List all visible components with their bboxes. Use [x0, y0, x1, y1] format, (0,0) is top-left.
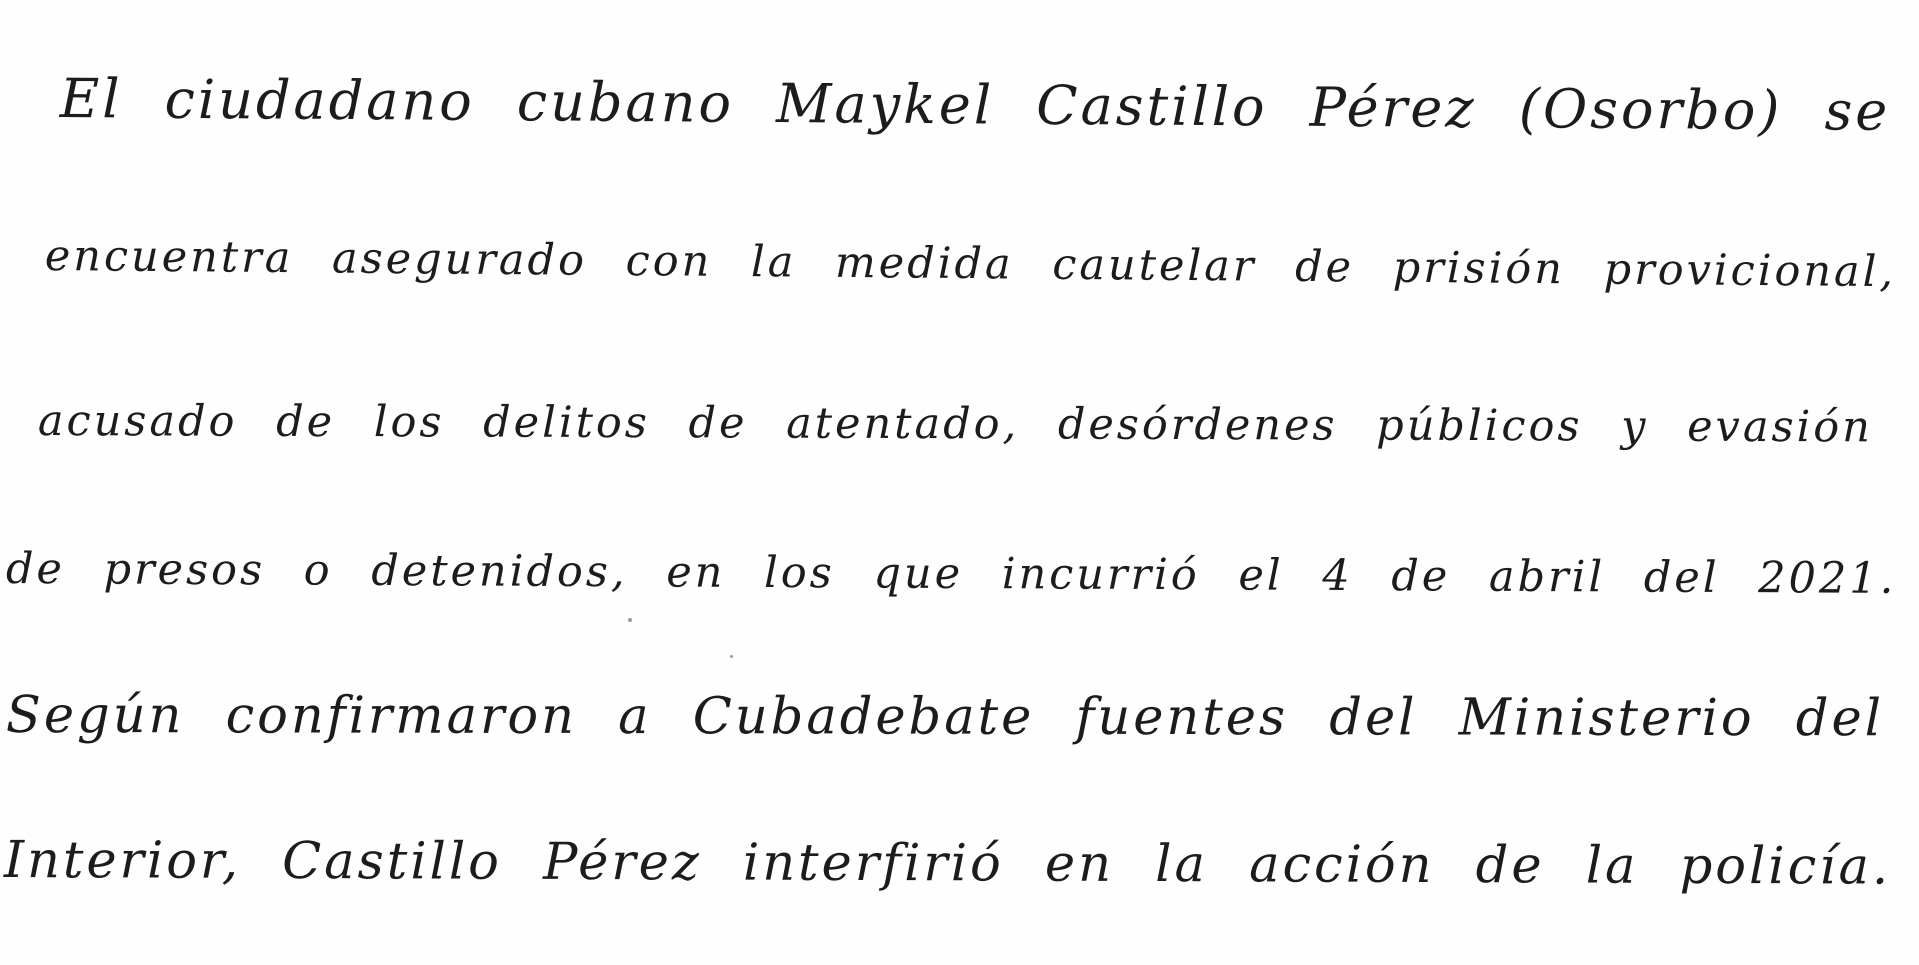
- handwritten-line-6: Interior, Castillo Pérez interfirió en la acción de la policía.: [3, 831, 1892, 897]
- handwritten-line-4: de presos o detenidos, en los que incurrió el 4 de abril del 2021.: [5, 544, 1897, 604]
- handwritten-line-3: acusado de los delitos de atentado, desórdenes públicos y evasión: [37, 396, 1874, 453]
- handwritten-line-5: Según confirmaron a Cubadebate fuentes del Ministerio del: [5, 686, 1885, 749]
- handwritten-line-2: encuentra asegurado con la medida cautelar de prisión provicional,: [44, 231, 1897, 298]
- ink-smudge: [730, 655, 733, 658]
- ink-smudge: [628, 618, 632, 622]
- handwritten-line-1: El ciudadano cubano Maykel Castillo Pérez (Osorbo) se: [59, 67, 1891, 143]
